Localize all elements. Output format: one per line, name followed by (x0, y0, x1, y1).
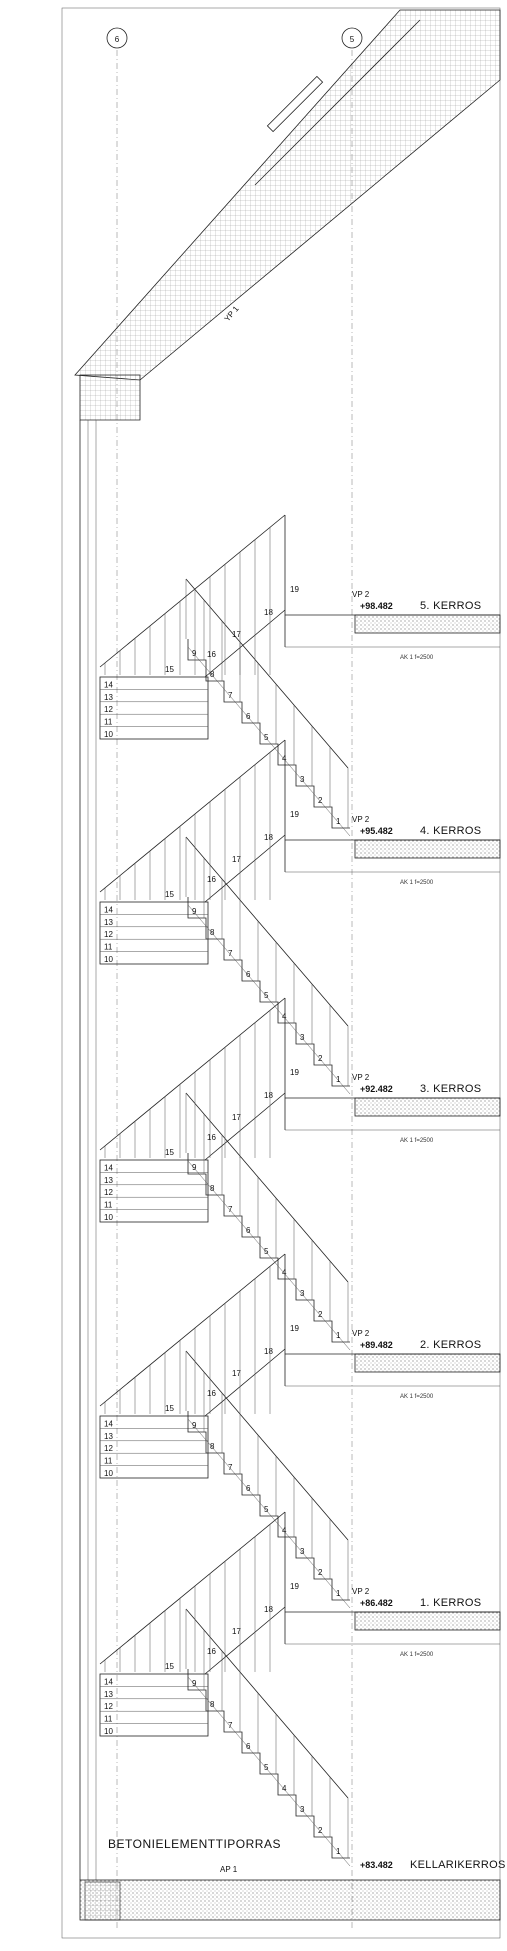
step-number: 10 (104, 1213, 113, 1222)
floor-level-label: 2. KERROS (420, 1339, 482, 1351)
step-number: 7 (228, 1205, 233, 1214)
step-number: 9 (192, 1163, 197, 1172)
step-number: 10 (104, 1727, 113, 1736)
step-number: 6 (246, 1742, 251, 1751)
elevation-label: +86.482 (360, 1598, 393, 1608)
elevation-label: +98.482 (360, 601, 393, 611)
step-number: 4 (282, 1784, 287, 1793)
step-number: 11 (104, 1200, 113, 1210)
vp-label: VP 2 (352, 1073, 370, 1082)
step-number: 5 (264, 733, 269, 742)
base-label: AP 1 (220, 1865, 238, 1874)
handrail-upper (100, 998, 285, 1150)
floor-level-label: 4. KERROS (420, 825, 482, 837)
step-number: 17 (232, 630, 241, 639)
stair-flights (100, 515, 500, 1866)
step-number: 3 (300, 1805, 305, 1814)
ref-label: AK 1 f=2500 (400, 655, 434, 661)
step-number: 17 (232, 1369, 241, 1378)
elevation-label: +89.482 (360, 1340, 393, 1350)
step-number: 2 (318, 1826, 323, 1835)
vp-label: VP 2 (352, 590, 370, 599)
step-number: 5 (264, 991, 269, 1000)
step-number: 3 (300, 775, 305, 784)
step-number: 17 (232, 1627, 241, 1636)
step-number: 18 (264, 1605, 273, 1614)
step-number: 4 (282, 1012, 287, 1021)
step-number: 18 (264, 608, 273, 617)
step-number: 14 (104, 1163, 113, 1173)
step-number: 1 (336, 1075, 341, 1084)
step-number: 8 (210, 1700, 215, 1709)
floor-level-label: 5. KERROS (420, 600, 482, 612)
roof-structure (75, 10, 500, 420)
elevation-label: +92.482 (360, 1084, 393, 1094)
step-number: 15 (165, 1404, 174, 1413)
floor-level-label: 3. KERROS (420, 1083, 482, 1095)
handrail-upper (100, 515, 285, 667)
floor-slab (355, 1098, 500, 1116)
step-number: 14 (104, 680, 113, 690)
ref-label: AK 1 f=2500 (400, 1652, 434, 1658)
step-number: 19 (290, 810, 299, 819)
step-number: 6 (246, 970, 251, 979)
step-number: 12 (104, 1444, 113, 1454)
step-number: 7 (228, 1721, 233, 1730)
step-number: 3 (300, 1547, 305, 1556)
floor-labels (352, 590, 506, 1871)
step-number: 8 (210, 1184, 215, 1193)
handrail-upper (100, 1512, 285, 1664)
stair-flight-lower (188, 1669, 350, 1858)
step-number: 4 (282, 1268, 287, 1277)
step-number: 14 (104, 1677, 113, 1687)
step-number: 11 (104, 942, 113, 952)
floor-level-label: 1. KERROS (420, 1597, 482, 1609)
storey-3 (100, 998, 500, 1350)
step-number: 1 (336, 1589, 341, 1598)
drawing-title: BETONIELEMENTTIPORRAS (108, 1837, 281, 1851)
step-number: 10 (104, 955, 113, 964)
step-number: 5 (264, 1763, 269, 1772)
step-number: 16 (207, 875, 216, 884)
step-number: 13 (104, 1431, 113, 1441)
step-number: 2 (318, 1310, 323, 1319)
step-number: 11 (104, 1456, 113, 1466)
floor-slab (355, 1354, 500, 1372)
ref-label: AK 1 f=2500 (400, 1394, 434, 1400)
step-number: 15 (165, 890, 174, 899)
step-number: 12 (104, 1702, 113, 1712)
step-number: 18 (264, 1091, 273, 1100)
base-slab (80, 1880, 500, 1920)
step-number: 6 (246, 712, 251, 721)
step-number: 8 (210, 1442, 215, 1451)
step-number: 2 (318, 1568, 323, 1577)
step-number: 6 (246, 1484, 251, 1493)
step-number: 5 (264, 1247, 269, 1256)
step-number: 11 (104, 717, 113, 727)
step-number: 8 (210, 928, 215, 937)
vp-label: VP 2 (352, 1587, 370, 1596)
step-number: 9 (192, 649, 197, 658)
step-number: 19 (290, 1068, 299, 1077)
step-number: 17 (232, 855, 241, 864)
step-number: 13 (104, 1175, 113, 1185)
step-number: 12 (104, 705, 113, 715)
storey-4 (100, 1254, 500, 1608)
step-number: 11 (104, 1714, 113, 1724)
step-number: 10 (104, 730, 113, 739)
step-number: 16 (207, 1647, 216, 1656)
step-number: 15 (165, 1662, 174, 1671)
storey-2 (100, 740, 500, 1094)
step-number: 10 (104, 1469, 113, 1478)
step-number: 18 (264, 833, 273, 842)
step-number: 4 (282, 754, 287, 763)
handrail-upper (100, 740, 285, 892)
landing (100, 677, 208, 739)
step-number: 12 (104, 930, 113, 940)
step-number: 1 (336, 1331, 341, 1340)
step-number: 14 (104, 1419, 113, 1429)
step-number: 15 (165, 665, 174, 674)
step-number: 17 (232, 1113, 241, 1122)
step-number: 16 (207, 1133, 216, 1142)
step-number: 2 (318, 1054, 323, 1063)
step-number: 16 (207, 650, 216, 659)
step-number: 19 (290, 585, 299, 594)
step-number: 13 (104, 692, 113, 702)
step-number: 5 (264, 1505, 269, 1514)
step-number: 9 (192, 1679, 197, 1688)
step-number: 2 (318, 796, 323, 805)
step-number: 9 (192, 1421, 197, 1430)
step-number: 19 (290, 1582, 299, 1591)
step-number: 18 (264, 1347, 273, 1356)
storey-1 (100, 515, 500, 836)
vp-label: VP 2 (352, 1329, 370, 1338)
elevation-label: +83.482 (360, 1860, 393, 1870)
step-number: 8 (210, 670, 215, 679)
step-number: 16 (207, 1389, 216, 1398)
step-number: 6 (246, 1226, 251, 1235)
floor-slab (355, 615, 500, 633)
step-number: 4 (282, 1526, 287, 1535)
grid-label-5: 5 (349, 35, 355, 44)
step-number: 14 (104, 905, 113, 915)
floor-level-label: KELLARIKERROS (410, 1859, 506, 1871)
step-number: 3 (300, 1033, 305, 1042)
step-number: 7 (228, 691, 233, 700)
roof-label: YP 1 (222, 304, 241, 324)
step-number: 15 (165, 1148, 174, 1157)
step-number: 9 (192, 907, 197, 916)
step-number: 1 (336, 1847, 341, 1856)
vp-label: VP 2 (352, 815, 370, 824)
ref-label: AK 1 f=2500 (400, 880, 434, 886)
step-number: 12 (104, 1188, 113, 1198)
sheet-frame (62, 8, 500, 1938)
floor-slab (355, 840, 500, 858)
step-number: 13 (104, 917, 113, 927)
base-column (85, 1882, 120, 1920)
grid-label-6: 6 (114, 35, 120, 44)
step-number: 19 (290, 1324, 299, 1333)
step-number: 1 (336, 817, 341, 826)
ref-label: AK 1 f=2500 (400, 1138, 434, 1144)
handrail-upper (100, 1254, 285, 1406)
step-number: 13 (104, 1689, 113, 1699)
step-number: 7 (228, 1463, 233, 1472)
elevation-label: +95.482 (360, 826, 393, 836)
step-number: 3 (300, 1289, 305, 1298)
floor-slab (355, 1612, 500, 1630)
storey-5 (100, 1512, 500, 1866)
step-number: 7 (228, 949, 233, 958)
